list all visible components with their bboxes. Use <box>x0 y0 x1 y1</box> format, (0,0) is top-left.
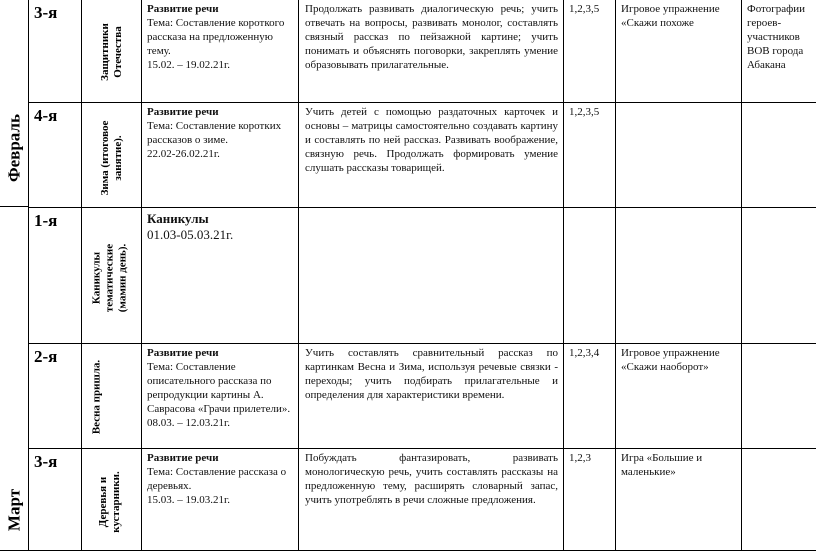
lesson-content <box>147 105 295 161</box>
section-title: Каникулы <box>147 211 209 226</box>
theme-line: Каникулы <box>90 251 103 305</box>
lesson-content <box>147 211 295 243</box>
theme-line: Отечества <box>112 26 124 78</box>
week-theme <box>97 471 123 532</box>
edu-areas: 1,2,3,4 <box>569 347 600 359</box>
theme-line: Защитники <box>99 23 111 81</box>
lesson-goals: Учить детей с помощью раздаточных карточек и основы – матрицы самостоятельно создавать картину и составлять по ней рассказ. Развивать воображение, связную речь. Продолжать формировать умение слушать рассказы товарищей. <box>305 106 558 174</box>
theme-line: Зима (итоговое <box>99 120 111 196</box>
edu-areas: 1,2,3,5 <box>569 3 600 15</box>
lesson-dates: 15.03. – 19.03.21г. <box>147 494 231 506</box>
section-title: Развитие речи <box>147 452 219 464</box>
game-cell <box>615 102 742 208</box>
lesson-dates: 15.02. – 19.02.21г. <box>147 59 231 71</box>
theme-line: тематические <box>103 243 116 313</box>
theme-line: кустарники. <box>110 471 122 533</box>
lesson-dates: 08.03. – 12.03.21г. <box>147 417 231 429</box>
theme-line: Деревья и <box>97 476 109 528</box>
week-theme <box>99 121 125 196</box>
lesson-dates: 22.02-26.02.21г. <box>147 148 220 160</box>
materials-cell <box>741 102 816 208</box>
game-activity: Игровое упражнение «Скажи похоже <box>621 3 720 29</box>
section-title: Развитие речи <box>147 347 219 359</box>
month-label-march: Март <box>4 488 24 532</box>
game-activity: Игра «Большие и маленькие» <box>621 452 703 478</box>
week-number: 4-я <box>34 106 58 125</box>
lesson-goals: Продолжать развивать диалогическую речь; учить отвечать на вопросы, развивать монолог, составлять связный рассказ по пейзажной картине; учить понимать и объяснять поговорки, закреплять умение образовывать прилагательные. <box>305 3 558 71</box>
week-theme <box>99 23 125 81</box>
lesson-goals: Учить составлять сравнительный рассказ по картинкам Весна и Зима, используя речевые связки - переходы; учить подбирать прилагательные и определения для характеристики времени. <box>305 347 558 401</box>
goals-cell <box>298 207 564 344</box>
section-title: Развитие речи <box>147 3 219 15</box>
lesson-topic: Тема: Составление коротких рассказов о зиме. <box>147 120 282 146</box>
week-number: 3-я <box>34 3 58 22</box>
edu-areas: 1,2,3,5 <box>569 106 600 118</box>
week-theme <box>91 360 104 434</box>
lesson-content <box>147 451 295 507</box>
theme-line: занятие). <box>112 135 124 181</box>
theme-line: Весна пришла. <box>90 359 103 435</box>
week-theme <box>91 244 130 313</box>
materials: Фотографии героев-участников ВОВ города Абакана <box>747 3 806 71</box>
lesson-content <box>147 2 295 72</box>
materials-cell <box>741 448 816 551</box>
areas-cell <box>563 207 616 344</box>
section-title: Развитие речи <box>147 106 219 118</box>
materials-cell <box>741 343 816 449</box>
lesson-dates: 01.03-05.03.21г. <box>147 227 234 242</box>
week-number: 3-я <box>34 452 58 471</box>
game-cell <box>615 207 742 344</box>
lesson-topic: Тема: Составление описательного рассказа по репродукции картины А. Саврасова «Грачи прилетели». <box>147 361 291 415</box>
lesson-topic: Тема: Составление короткого рассказа на предложенную тему. <box>147 17 285 57</box>
lesson-content <box>147 346 295 430</box>
week-number: 2-я <box>34 347 58 366</box>
lesson-goals: Побуждать фантазировать, развивать монологическую речь, учить составлять рассказы на предложенную тему, расширять словарный запас, учить употреблять в речи сложные предложения. <box>305 452 558 506</box>
theme-line: (мамин день). <box>116 243 129 313</box>
materials-cell <box>741 207 816 344</box>
edu-areas: 1,2,3 <box>569 452 591 464</box>
month-label-february: Февраль <box>4 114 24 182</box>
game-activity: Игровое упражнение «Скажи наоборот» <box>621 347 720 373</box>
lesson-topic: Тема: Составление рассказа о деревьях. <box>147 466 287 492</box>
week-number: 1-я <box>34 211 58 230</box>
